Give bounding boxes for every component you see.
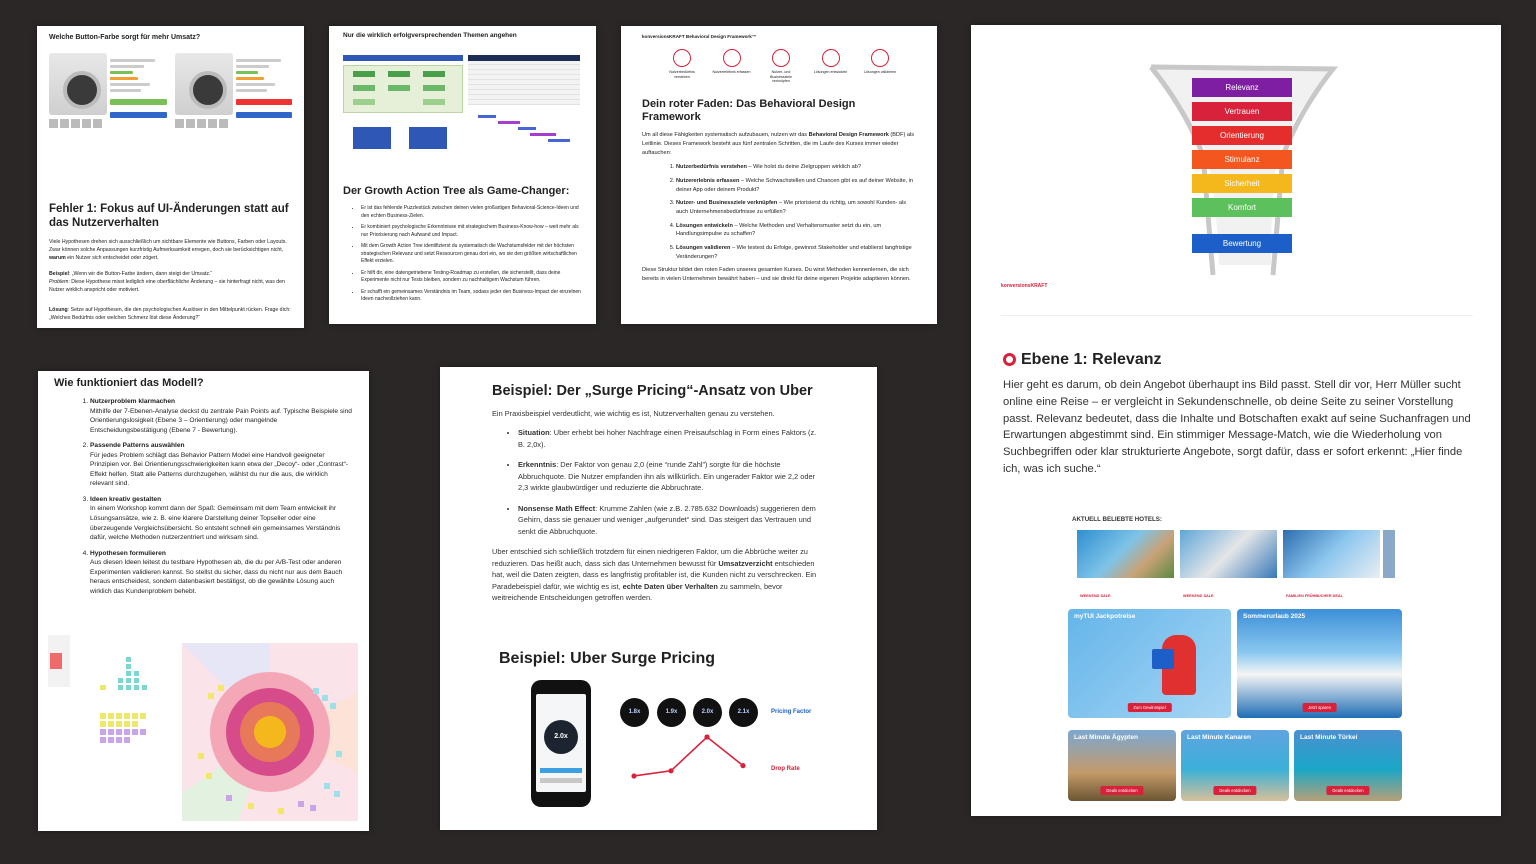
promo-kanaren[interactable]: Last Minute Kanaren Deals entdecken bbox=[1181, 730, 1289, 801]
blue-cta-mock bbox=[110, 112, 167, 118]
slide-header: Nur die wirklich erfolgversprechenden Themen angehen bbox=[343, 32, 517, 39]
solution-paragraph: Lösung: Setze auf Hypothesen, die den psychologischen Auslöser in den Mittelpunkt rücken. Frage dich: „Welches Bedürfnis oder welchen Schmerz löst diese Änderung?“ bbox=[49, 306, 291, 322]
slide-growth-action-tree bbox=[329, 26, 596, 324]
drop-rate-point bbox=[631, 773, 636, 778]
slide-title: Fehler 1: Fokus auf UI-Änderungen statt auf das Nutzerverhalten bbox=[49, 203, 289, 229]
list-item: • Mit dem Growth Action Tree identifizierst du systematisch die Wachstumsfelder mit der höchsten strategischen Relevanz und setzt Ressourcen genau dort ein, wo sie den größten wirtschaftlichen Effekt erzielen. bbox=[361, 243, 582, 266]
level-vertrauen: Vertrauen bbox=[1192, 102, 1292, 121]
phone-mockup bbox=[531, 680, 591, 807]
list-item: 2. Nutzererlebnis erfassen – Welche Schwachstellen und Chancen gibt es auf deiner Website, in deiner App oder deinem Produkt? bbox=[676, 177, 916, 194]
steps-list bbox=[642, 163, 916, 261]
level-orientierung: Orientierung bbox=[1192, 126, 1292, 145]
example-paragraph: Beispiel: „Wenn wir die Button-Farbe ändern, dann steigt der Umsatz.“ Problem: Diese Hypothese misst lediglich eine oberflächliche Änderung – sie hinterfragt nicht, was den Nutzer wirklich anspricht oder motiviert. bbox=[49, 270, 285, 293]
green-cta-mock bbox=[110, 99, 167, 105]
level-komfort: Komfort bbox=[1192, 198, 1292, 217]
goals-link-icon bbox=[772, 49, 790, 67]
list-item: 3. Nutzer- und Businessziele verknüpfen – Wie priorisierst du richtig, um sowohl Kunden- als auch Unternehmensbedürfnisse zu erfüllen? bbox=[676, 199, 916, 216]
outro-paragraph: Diese Struktur bildet den roten Faden unseres gesamten Kurses. Du wirst Methoden kennenlernen, die sich bereits in vielen Unternehmen bewährt haben – und sie direkt für deine eigenen Projekte adaptieren können. bbox=[642, 267, 911, 282]
slide-behavioral-design-framework bbox=[621, 26, 937, 324]
level-stimulanz: Stimulanz bbox=[1192, 150, 1292, 169]
keyfindings-visuals bbox=[38, 633, 369, 831]
roadmap-table bbox=[468, 45, 583, 155]
pricing-factor-badge: 1.8x bbox=[620, 698, 649, 727]
hotel-card[interactable]: WEEKEND SALE bbox=[1180, 530, 1277, 594]
drop-rate-point bbox=[668, 768, 673, 773]
deals-button[interactable]: Deals entdecken bbox=[1213, 786, 1256, 795]
user-experience-icon bbox=[723, 49, 741, 67]
hotel-card[interactable]: FAMILIEN FRÜHBUCHER DEAL bbox=[1283, 530, 1380, 594]
slide-header: Welche Button-Farbe sorgt für mehr Umsatz? bbox=[49, 34, 201, 41]
list-item: • Er ist das fehlende Puzzlestück zwischen deinen vielen großartigen Behavioral-Science-Ideen und den echten Business-Zielen. bbox=[361, 205, 582, 220]
list-item: 2. Passende Patterns auswählen Für jedes Problem schlägt das Behavior Pattern Model eine Handvoll geeigneter Prinzipien vor. Bei Orientierungsschwierigkeiten kann etwa der „Decoy“- oder „Contrast“-Effekt helfen. Statt alle Patterns durchzugehen, wählst du nur die aus, die wirklich relevant sind. bbox=[90, 441, 353, 489]
promo-summer[interactable]: Sommerurlaub 2025 Jetzt sparen bbox=[1237, 609, 1402, 718]
framework-step: Lösungen entwickeln bbox=[811, 49, 851, 84]
validation-icon bbox=[871, 49, 889, 67]
list-item: • Er schafft ein gemeinsames Verständnis im Team, sodass jeder den Business-Impact der einzelnen Ideen nachvollziehen kann. bbox=[361, 289, 582, 304]
promo-aegypten[interactable]: Last Minute Ägypten Deals entdecken bbox=[1068, 730, 1176, 801]
slide-uber-surge bbox=[440, 367, 877, 830]
blue-cta-mock bbox=[236, 112, 293, 118]
washing-machine-image bbox=[175, 53, 233, 115]
promo-jackpot[interactable]: myTUI Jackpotreise Zum Gewinnspiel bbox=[1068, 609, 1231, 718]
level-bewertung: Bewertung bbox=[1192, 234, 1292, 253]
list-item: 4. Lösungen entwickeln – Welche Methoden und Verhaltensmuster setzt du ein, um Handlungsimpulse zu schaffen? bbox=[676, 222, 916, 239]
pricing-factor-badge: 1.9x bbox=[657, 698, 686, 727]
divider bbox=[1001, 315, 1473, 316]
list-item: 5. Lösungen validieren – Wie testest du Erfolge, gewinnst Stakeholder und etablierst langfristige Veränderungen? bbox=[676, 244, 916, 261]
deals-button[interactable]: Deals entdecken bbox=[1100, 786, 1143, 795]
drop-rate-label: Drop Rate bbox=[771, 766, 800, 772]
variant-a-mockup bbox=[49, 53, 167, 153]
promo-tuerkei[interactable]: Last Minute Türkei Deals entdecken bbox=[1294, 730, 1402, 801]
variant-b-mockup bbox=[175, 53, 293, 153]
list-item: • Situation: Uber erhebt bei hoher Nachfrage einen Preisaufschlag in Form eines Faktors (z. B. 2,0x). bbox=[518, 427, 825, 450]
pricing-factor-badge: 2.0x bbox=[693, 698, 722, 727]
example-subtitle: Beispiel: Uber Surge Pricing bbox=[499, 650, 716, 667]
drop-rate-line bbox=[634, 737, 743, 776]
list-item: 1. Nutzerproblem klarmachen Mithilfe der 7-Ebenen-Analyse deckst du zentrale Pain Points auf. Typische Beispiele sind Orientierungslosigkeit (Ebene 3 – Orientierung) oder mangelnde Entscheidungsbestätigung (Ebene 7 - Bewertung). bbox=[90, 397, 353, 435]
framework-step: Nutzererlebnis erfassen bbox=[712, 49, 752, 84]
framework-step: Nutzer- und Businessziele verknüpfen bbox=[761, 49, 801, 84]
deals-button[interactable]: Deals entdecken bbox=[1326, 786, 1369, 795]
section-body: Hier geht es darum, ob dein Angebot überhaupt ins Bild passt. Stell dir vor, Herr Müller sucht online eine Reise – er vergleicht in Sekundenschnelle, ob deine Seite zu seiner Vorstellung passt. Relevanz bedeutet, dass die Inhalte und Botschaften exakt auf seine Suchanfragen und Erwartungen abgestimmt sind. Ein stimmiger Message-Match, wie die Wiederholung von Suchbegriffen oder klar strukturierte Angebote, sorgt dafür, dass er sofort erkennt: „Hier finde ich, was ich suche.“ bbox=[1003, 379, 1471, 475]
intro-paragraph: Viele Hypothesen drehen sich ausschließlich um sichtbare Elemente wie Buttons, Farben oder Layouts. Zwar können solche Anpassungen kurzfristig Aufmerksamkeit erregen, doch sie berücksichtigen nicht, warum ein Nutzer sich entscheidet oder zögert. bbox=[49, 238, 287, 261]
intro-paragraph: Ein Praxisbeispiel verdeutlicht, wie wichtig es ist, Nutzerverhalten genau zu verstehen. bbox=[492, 409, 775, 418]
level-relevanz: Relevanz bbox=[1192, 78, 1292, 97]
section-title: Ebene 1: Relevanz bbox=[1003, 351, 1162, 369]
slide-model-how bbox=[38, 371, 369, 831]
slide-button-color bbox=[37, 26, 304, 328]
user-needs-icon bbox=[673, 49, 691, 67]
framework-step: Lösungen validieren bbox=[860, 49, 900, 84]
framework-step: Nutzerbedürfnis verstehen bbox=[662, 49, 702, 84]
list-item: • Nonsense Math Effect: Krumme Zahlen (wie z.B. 2.785.632 Downloads) suggerieren dem Gehirn, dass sie genauer und weniger „aufgerundet“ sind. Das steigert das Vertrauen und senkt die Abbruchquote. bbox=[518, 503, 825, 537]
steps-list bbox=[54, 397, 353, 596]
hotel-card[interactable]: WEEKEND SALE bbox=[1077, 530, 1174, 594]
slide-title: Dein roter Faden: Das Behavioral Design Framework bbox=[642, 98, 856, 124]
brand-logo: konversionsKRAFT bbox=[1001, 283, 1048, 289]
ab-test-mockups bbox=[49, 53, 292, 153]
slide-header: konversionsKRAFT Behavioral Design Framework™ bbox=[642, 34, 757, 39]
drop-rate-point bbox=[704, 734, 709, 739]
bullet-list bbox=[492, 427, 825, 537]
level-sicherheit: Sicherheit bbox=[1192, 174, 1292, 193]
target-icon bbox=[1003, 353, 1016, 366]
tree-diagram bbox=[343, 45, 458, 155]
slide-title: Der Growth Action Tree als Game-Changer: bbox=[343, 185, 570, 197]
jackpot-button[interactable]: Zum Gewinnspiel bbox=[1127, 703, 1171, 712]
tree-diagrams bbox=[343, 45, 582, 155]
list-item: • Er kombiniert psychologische Erkenntnisse mit strategischem Business-Know-how – weit mehr als nur Priorisierung nach Aufwand und Impact. bbox=[361, 224, 582, 239]
summer-button[interactable]: Jetzt sparen bbox=[1302, 703, 1337, 712]
washing-machine-image bbox=[49, 53, 107, 115]
solution-icon bbox=[822, 49, 840, 67]
framework-steps bbox=[642, 49, 916, 84]
surge-value: 2.0x bbox=[544, 720, 578, 754]
pricing-factor-label: Pricing Factor bbox=[771, 709, 812, 715]
intro-paragraph: Um all diese Fähigkeiten systematisch aufzubauen, nutzen wir das Behavioral Design Framework (BDF) als Leitlinie. Dieses Framework besteht aus fünf zentralen Schritten, die im Laufe des Kurses immer wieder auftauchen: bbox=[642, 132, 915, 156]
list-item: 4. Hypothesen formulieren Aus diesen Ideen leitest du testbare Hypothesen ab, die du per A/B-Test oder anderen Experimenten validieren kannst. So stellst du sicher, dass du nicht nur aus dem Bauch heraus entscheidest, sondern datenbasiert bestätigst, ob die gewählte Lösung auch wirklich das Kundenproblem behebt. bbox=[90, 549, 353, 597]
list-item: 3. Ideen kreativ gestalten In einem Workshop kommt dann der Spaß: Gemeinsam mit dem Team entwickelt ihr Lösungsansätze, wie z. B. eine klarere Darstellung deiner Topseller oder eine überzeugende Vergleichsübersicht. So entsteht schnell ein gemeinsames Verständnis dafür, welche Methoden nutzerzentriert und wirksam sind. bbox=[90, 495, 353, 543]
slide-title: Wie funktioniert das Modell? bbox=[54, 377, 204, 389]
drop-rate-point bbox=[740, 763, 745, 768]
drop-rate-chart bbox=[620, 727, 760, 797]
slide-ebene-relevanz bbox=[971, 25, 1501, 816]
slide-title: Beispiel: Der „Surge Pricing“-Ansatz von Uber bbox=[492, 383, 813, 399]
hotels-heading: AKTUELL BELIEBTE HOTELS: bbox=[1072, 516, 1162, 523]
outro-paragraph: Uber entschied sich schließlich trotzdem für einen niedrigeren Faktor, um die Abbrüche weiter zu reduzieren. Das heißt auch, dass sich das Unternehmen bewusst für Umsatzverzicht entschieden hat, weil die Daten zeigten, dass es langfristig profitabler ist, die Kunden nicht zu verschrecken. Ein Paradebeispiel dafür, wie wichtig es ist, echte Daten über Verhalten zu sammeln, bevor weitreichende Entscheidungen getroffen werden. bbox=[492, 547, 817, 603]
list-item: • Er hilft dir, eine datengetriebene Testing-Roadmap zu erstellen, die sicherstellt, dass deine Experimente nicht nur Tests bleiben, sondern zu nachhaltigem Wachstum führen. bbox=[361, 270, 582, 285]
hotel-card[interactable] bbox=[1383, 530, 1395, 594]
list-item: 1. Nutzerbedürfnis verstehen – Wie holst du deine Zielgruppen wirklich ab? bbox=[676, 163, 916, 172]
list-item: • Erkenntnis: Der Faktor von genau 2,0 (eine “runde Zahl”) sorgte für die höchste Abbruchquote. Die Nutzer empfanden ihn als willkürlich. Ein ungerader Faktor wie 2,2 oder 2,3 wirkte glaubwürdiger und reduzierte die Abbruchrate. bbox=[518, 459, 825, 493]
pricing-factor-badge: 2.1x bbox=[729, 698, 758, 727]
bullet-list bbox=[343, 205, 582, 304]
red-cta-mock bbox=[236, 99, 293, 105]
